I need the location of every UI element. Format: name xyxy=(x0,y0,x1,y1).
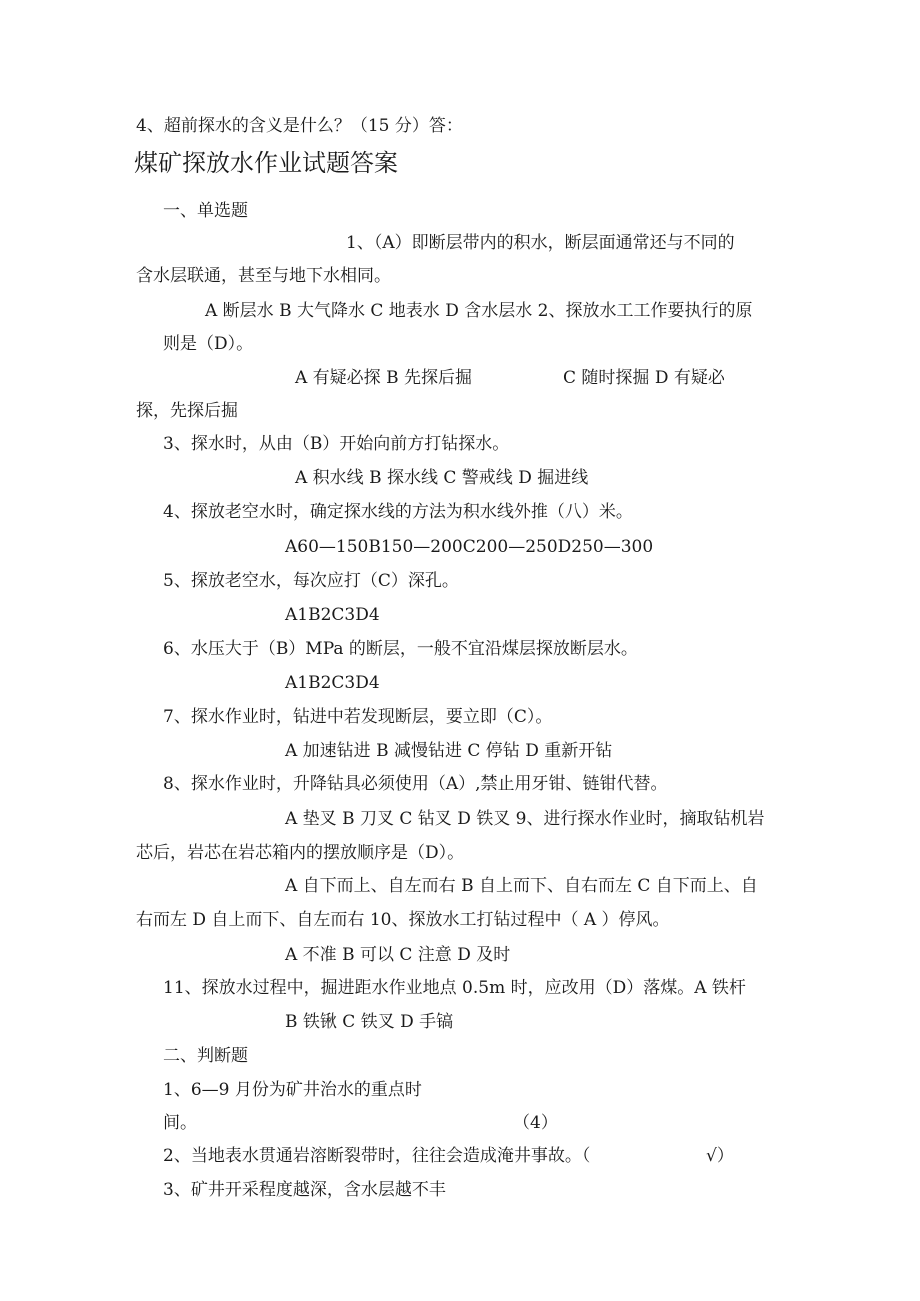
q8-options-q9-line-1: A 垫叉 B 刀叉 C 钻叉 D 铁叉 9、进行探水作业时，摘取钻机岩 xyxy=(285,809,765,829)
q3-text: 3、探水时，从由（B）开始向前方打钻探水。 xyxy=(163,434,510,454)
q5-options: A1B2C3D4 xyxy=(285,605,380,625)
j1-answer: （4） xyxy=(513,1113,558,1133)
j2-text: 2、当地表水贯通岩溶断裂带时，往往会造成淹井事故。（ xyxy=(163,1146,591,1166)
q6-options: A1B2C3D4 xyxy=(285,673,380,693)
q9-line-2: 芯后，岩芯在岩芯箱内的摆放顺序是（D）。 xyxy=(136,843,465,863)
q4-short-answer-prompt: 4、超前探水的含义是什么？（15 分）答： xyxy=(136,116,463,136)
q1-line-1: 1、（A）即断层带内的积水，断层面通常还与不同的 xyxy=(346,233,735,253)
q9-options-line-2-q10: 右而左 D 自上而下、自左而右 10、探放水工打钻过程中（ A ）停风。 xyxy=(136,910,670,930)
q9-options-line-1: A 自下而上、自左而右 B 自上而下、自右而左 C 自下而上、自 xyxy=(285,876,758,896)
q2-options-a: A 有疑必探 B 先探后掘 xyxy=(295,368,472,388)
q8-text: 8、探水作业时，升降钻具必须使用（A）,禁止用牙钳、链钳代替。 xyxy=(163,774,668,794)
section-heading-true-false: 二、判断题 xyxy=(163,1046,248,1066)
q1-line-2: 含水层联通，甚至与地下水相同。 xyxy=(136,266,391,286)
page-title: 煤矿探放水作业试题答案 xyxy=(134,149,398,177)
j1-line-2: 间。 xyxy=(163,1113,197,1133)
q2-options-wrap: 探，先探后掘 xyxy=(136,401,238,421)
q2-line-2: 则是（D）。 xyxy=(163,334,254,354)
q6-text: 6、水压大于（B）MPa 的断层，一般不宜沿煤层探放断层水。 xyxy=(163,639,638,659)
q4-options: A60—150B150—200C200—250D250—300 xyxy=(285,537,654,557)
q2-options-b: C 随时探掘 D 有疑必 xyxy=(563,368,725,388)
q11-text: 11、探放水过程中，掘进距水作业地点 0.5m 时，应改用（D）落煤。A 铁杆 xyxy=(163,978,746,998)
q4-text: 4、探放老空水时，确定探水线的方法为积水线外推（八）米。 xyxy=(163,502,633,522)
j1-line-1: 1、6—9 月份为矿井治水的重点时 xyxy=(163,1080,422,1100)
q7-options: A 加速钻进 B 减慢钻进 C 停钻 D 重新开钻 xyxy=(285,741,613,761)
q3-options: A 积水线 B 探水线 C 警戒线 D 掘进线 xyxy=(295,468,589,488)
q7-text: 7、探水作业时，钻进中若发现断层，要立即（C）。 xyxy=(163,707,553,727)
q10-options: A 不准 B 可以 C 注意 D 及时 xyxy=(285,945,511,965)
q1-options-q2-line-1: A 断层水 B 大气降水 C 地表水 D 含水层水 2、探放水工工作要执行的原 xyxy=(205,301,753,321)
q11-options-wrap: B 铁锹 C 铁叉 D 手镐 xyxy=(285,1012,454,1032)
j2-answer: √） xyxy=(706,1146,734,1166)
section-heading-single-choice: 一、单选题 xyxy=(163,201,248,221)
j3-text: 3、矿井开采程度越深，含水层越不丰 xyxy=(163,1180,446,1200)
q5-text: 5、探放老空水，每次应打（C）深孔。 xyxy=(163,571,459,591)
